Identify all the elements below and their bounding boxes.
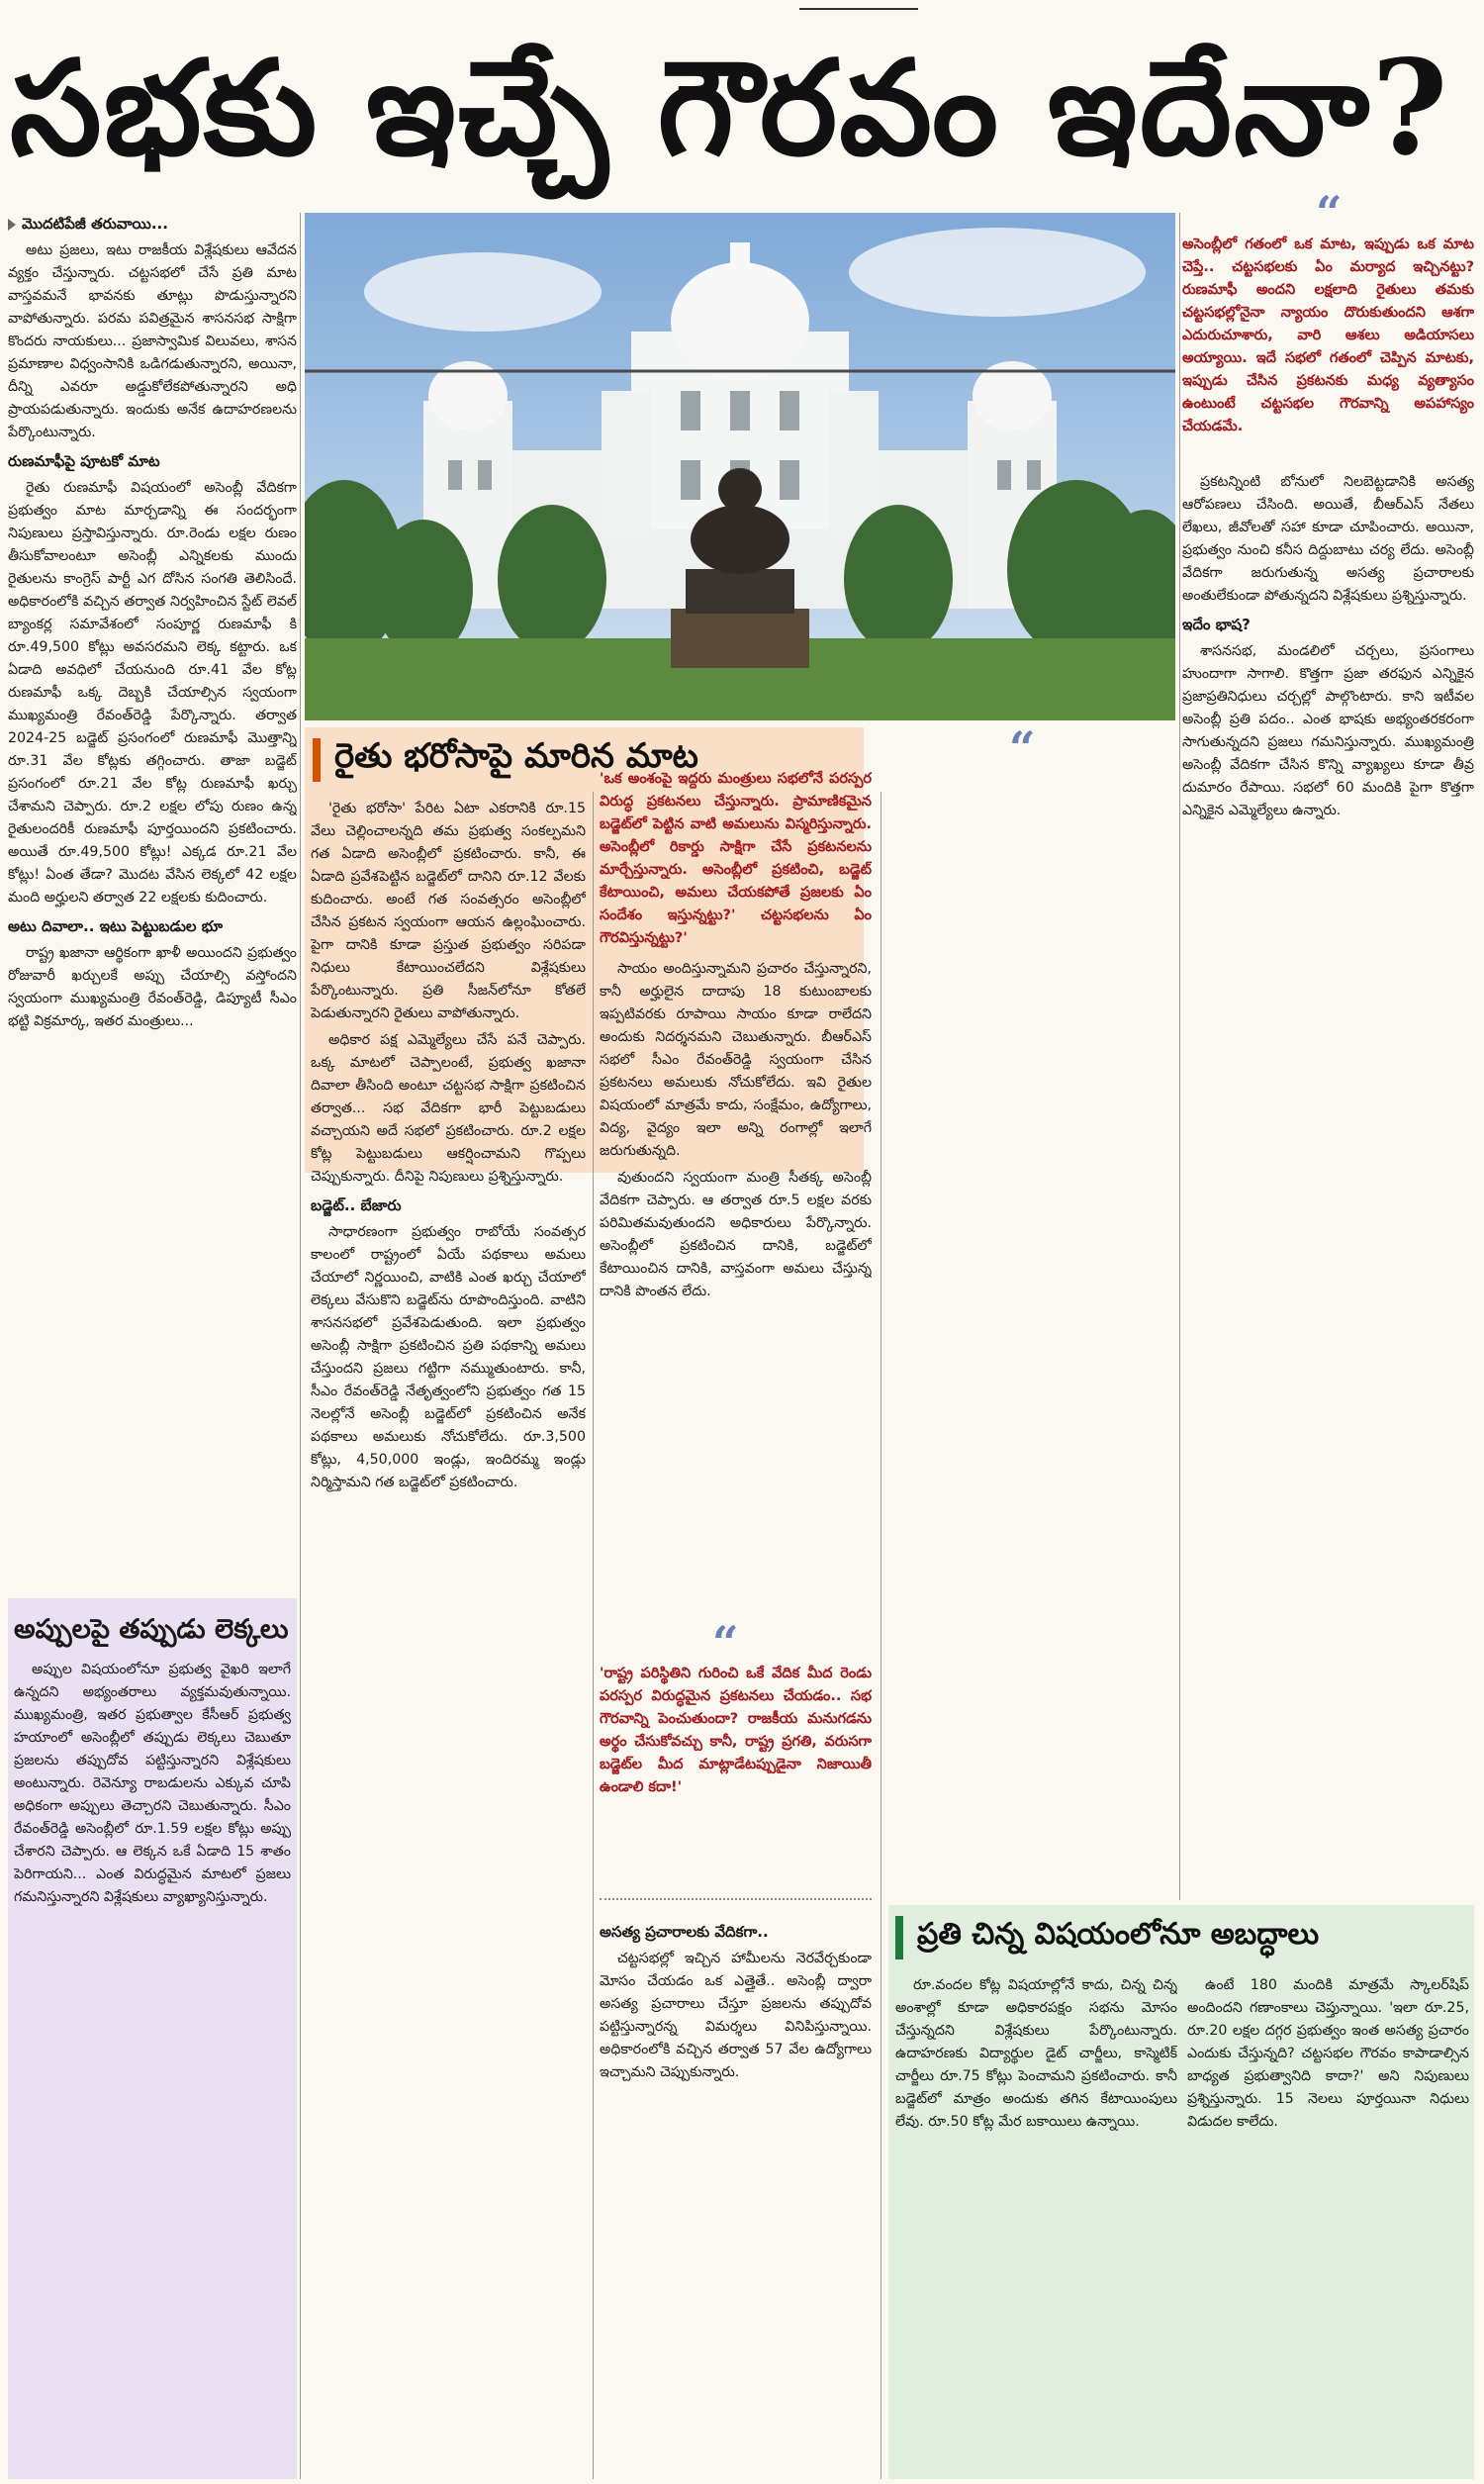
paragraph-investments: అధికార పక్ష ఎమ్మెల్యేలు చేసే పనే చెప్పారు. ఒక్క మాటలో చెప్పాలంటే, ప్రభుత్వ ఖజానా దివాలా తీసింది అంటూ చట్టసభ సాక్షిగా ప్రకటించిన తర్వాత... సభ వేదికగా భారీ పెట్టుబడులు వచ్చాయని అదే సభలో ప్రకటించారు. రూ.2 లక్షల కోట్ల పెట్టుబడులు ఆకర్షించామని గొప్పలు చెప్పుకున్నారు. దీనిపై నిపుణులు ప్రశ్నిస్తున్నారు. [311, 1032, 586, 1185]
column-divider [300, 213, 301, 2479]
page-headline: సభకు ఇచ్చే గౌరవం ఇదేనా? [10, 32, 1450, 185]
pull-quote-1: 'ఒక అంశంపై ఇద్దరు మంత్రులు సభలోనే పరస్పర విరుద్ధ ప్రకటనలు చేస్తున్నారు. ప్రామాణికమైన బడ్జెట్‌లో పెట్టిన వాటి అమలును విస్మరిస్తున్నారు. అసెంబ్లీలో రికార్డు సాక్షిగా చేసే ప్రకటనలను మార్చేస్తున్నారు. అసెంబ్లీలో ప్రకటించి, బడ్జెట్ కేటాయించి, అమలు చేయకపోతే ప్రజలకు ఏం సందేశం ఇస్తున్నట్టు?' చట్టసభలను ఏం గౌరవిస్తున్నట్టు?' [600, 771, 872, 946]
arrow-right-icon [8, 219, 16, 231]
kicker-text: మొదటిపేజీ తరువాయి... [22, 215, 168, 233]
continuation-kicker [8, 213, 297, 236]
paragraph-scholarship: ఉంటే 180 మందికి మాత్రమే స్కాలర్‌షిప్ అందిందని గణాంకాలు చెప్తున్నాయి. 'ఇలా రూ.25, రూ.20 లక్షల దగ్గర ప్రభుత్వం ఇంత అసత్య ప్రచారం ఎందుకు చేస్తున్నది? చట్టసభల గౌరవం కాపాడాల్సిన బాధ్యత ప్రభుత్వానిది కాదా?' అని నిపుణులు ప్రశ్నిస్తున్నారు. 15 నెలలు పూర్తయినా నిధులు విడుదల కాలేదు. [1187, 1977, 1469, 2130]
paragraph-runamafi: రైతు రుణమాఫీ విషయంలో అసెంబ్లీ వేదికగా ప్రభుత్వం మాట మార్చడాన్ని ఈ సందర్భంగా నిపుణులు ప్రస్తావిస్తున్నారు. రూ.రెండు లక్షల రుణం తీసుకోవాలంటూ అసెంబ్లీ ఎన్నికలకు ముందు రైతులను కాంగ్రెస్ పార్టీ ఎగ దోసిన సంగతి తెలిసిందే. అధికారంలోకి వచ్చిన తర్వాత నిర్వహించిన స్టేట్ లెవల్ బ్యాంకర్ల సమావేశంలో సంపూర్ణ రుణమాఫీ కి రూ.49,500 కోట్లు అవసరమని లెక్క కట్టారు. ఒక ఏడాది అవధిలో చేయనుంది రూ.41 వేల కోట్ల రుణమాఫీ ఒక్క దెబ్బకి చేయాల్సిన స్వయంగా ముఖ్యమంత్రి రేవంత్‌రెడ్డి పేర్కొన్నారు. తర్వాత 2024-25 బడ్జెట్ ప్రసంగంలో రుణమాఫీ మొత్తాన్ని రూ.31 వేల కోట్లకు తగ్గించారు. తాజా బడ్జెట్ ప్రసంగంలో రూ.21 వేల కోట్ల రుణమాఫీ ఖర్చు చేశామని చెప్పారు. రూ.2 లక్షల లోపు రుణం ఉన్న రైతులందరికీ రుణమాఫీ పూర్తయిందని ప్రకటించారు. అయితే రూ.49,500 కోట్లు! ఎక్కడ రూ.21 వేల కోట్లు! ఏంత తేడా? మొదట వేసిన లెక్కలో 42 లక్షల మంది అర్హులని తర్వాత 22 లక్షలకు కుదించారు. [8, 480, 297, 906]
paragraph-asatya: చట్టసభల్లో ఇచ్చిన హామీలను నెరవేర్చకుండా మోసం చేయడం ఒక ఎత్తైతే.. అసెంబ్లీ ద్వారా అసత్య ప్రచారాలు చేస్తూ ప్రజలను తప్పుదోవ పట్టిస్తున్నారన్న విమర్శలు వినిపిస్తున్నాయి. అధికారంలోకి వచ్చిన తర్వాత 57 వేల ఉద్యోగాలు ఇచ్చామని చెప్పుకున్నారు. [600, 1951, 872, 2080]
assembly-photo [305, 213, 1175, 720]
pull-quote-2: 'రాష్ట్ర పరిస్థితిని గురించి ఒకే వేదిక మీద రెండు పరస్పర విరుద్ధమైన ప్రకటనలు చేయడం.. సభ గౌరవాన్ని పెంచుతుందా? రాజకీయ మనుగడను అర్థం చేసుకోవచ్చు కానీ, రాష్ట్ర ప్రగతి, వరుసగా బడ్జెట్‌ల మీద మాట్లాడేటప్పుడైనా నిజాయితీ ఉండాలి కదా!' [600, 1666, 872, 1795]
subhead-appulu: అప్పులపై తప్పుడు లెక్కలు [14, 1614, 289, 1645]
paragraph-bhasha: శాసనసభ, మండలిలో చర్చలు, ప్రసంగాలు హుందాగా సాగాలి. కొత్తగా ప్రజా తరఫున ఎన్నికైన ప్రజాప్రతినిధులు చర్చల్లో పాల్గొంటారు. కాని ఇటీవల అసెంబ్లీ ప్రతి పదం.. ఎంత భాషకు అభ్యంతరకరంగా సాగుతున్నదని ప్రజలు గమనిస్తున్నారు. ముఖ్యమంత్రి అసెంబ్లీ వేదికగా చేసిన కొన్ని వ్యాఖ్యలు కూడా తీవ్ర దుమారం రేపాయి. సభలో 60 మందికి పైగా కొత్తగా ఎన్నికైన ఎమ్మెల్యేలు ఉన్నారు. [1182, 643, 1474, 818]
intro-paragraph: అటు ప్రజలు, ఇటు రాజకీయ విశ్లేషకులు ఆవేదన వ్యక్తం చేస్తున్నారు. చట్టసభలో చేసే ప్రతి మాట వాస్తవమనే భావనకు తూట్లు పొడుస్తున్నారని వాపోతున్నారు. పరమ పవిత్రమైన శాసనసభ సాక్షిగా కొందరు నాయకులు... ప్రజాస్వామిక విలువలు, శాసన ప్రమాణాల విధ్వంసానికి ఒడిగడుతున్నారని, అయినా, దీన్ని ఎవరూ అడ్డుకోలేకపోతున్నారని అధి ప్రాయపడుతున్నారు. ఇందుకు అనేక ఉదాహరణలను పేర్కొంటున్నారు. [8, 242, 297, 440]
section-head-abaddham [895, 1910, 1474, 1965]
paragraph-saayam: సాయం అందిస్తున్నామని ప్రచారం చేస్తున్నారని, కానీ అర్హులైన దాదాపు 18 కుటుంబాలకు ఇప్పటివరకు రూపాయి సాయం కూడా రాలేదని అందుకు నిదర్శనమని చెబుతున్నారు. బీఆర్ఎస్ సభలో సీఎం రేవంత్‌రెడ్డి స్వయంగా చేసిన ప్రకటనలు అమలుకు నోచుకోలేదు. ఇవి రైతుల విషయంలో మాత్రమే కాదు, సంక్షేమం, ఉద్యోగాలు, విద్య, వైద్యం ఇలా అన్ని రంగాల్లో ఇలాగే జరుగుతున్నది. [600, 961, 872, 1159]
column-mid-left [311, 798, 586, 2480]
appulu-section [14, 1611, 291, 2472]
paragraph-appulu: అప్పుల విషయంలోనూ ప్రభుత్వ వైఖరి ఇలాగే ఉన్నదని అభ్యంతరాలు వ్యక్తమవుతున్నాయి. ముఖ్యమంత్రి, ఇతర ప్రభుత్వాల కేసీఆర్ ప్రభుత్వ హయాంలో అసెంబ్లీలో తప్పుడు లెక్కలు చెబుతూ ప్రజలను తప్పుదోవ పట్టిస్తున్నారని విశ్లేషకులు అంటున్నారు. రెవెన్యూ రాబడులను ఎక్కువ చూపి అధికంగా అప్పులు తెచ్చారని చెబుతున్నారు. సీఎం రేవంత్‌రెడ్డి అసెంబ్లీలో రూ.1.59 లక్షల కోట్లు అప్పు చేశారని చెప్పారు. ఆ లెక్కన ఒకే ఏడాది 15 శాతం పెరిగాయని... ఎంత విరుద్ధమైన మాటలో ప్రజలు గమనిస్తున్నారని విశ్లేషకులు వ్యాఖ్యానిస్తున్నారు. [14, 1662, 291, 1905]
paragraph-right-1: ప్రకటన్నింటి బోనులో నిలబెట్టడానికి అసత్య ఆరోపణలు చేసింది. అయితే, బీఆర్ఎస్ నేతలు లేఖలు, జీవోలతో సహా కూడా చూపించారు. అయినా, ప్రభుత్వం నుంచి కనీస దిద్దుబాటు చర్య లేదు. అసెంబ్లీ వేదికగా జరుగుతున్న అసత్య ప్రచారాలకు అంతులేకుండా పోతున్నదని విశ్లేషకులు ప్రశ్నిస్తున్నారు. [1182, 474, 1474, 604]
paragraph-divala: రాష్ట్ర ఖజానా ఆర్థికంగా ఖాళీ అయిందని ప్రభుత్వం రోజువారీ ఖర్చులకే అప్పు చేయాల్సి వస్తోందని స్వయంగా ముఖ్యమంత్రి రేవంత్‌రెడ్డి, డిప్యూటీ సీఎం భట్టి విక్రమార్క, ఇతర మంత్రులు... [8, 945, 297, 1029]
subhead-divala: అటు దివాలా.. ఇటు పెట్టుబడుల భూ [8, 917, 224, 935]
column-mid-right-lower [600, 1915, 872, 2479]
column-bottom-left [895, 1974, 1177, 2474]
quote-icon: “ [712, 1616, 739, 1670]
page-marker [799, 0, 918, 10]
assembly-building-image [305, 213, 1175, 720]
subhead-budget: బడ్జెట్.. బేజారు [311, 1196, 402, 1214]
column-left [8, 213, 297, 1598]
section-title-raitu: రైతు భరోసాపై మారిన మాట [334, 736, 698, 776]
paragraph-seethakka: వుతుందని స్వయంగా మంత్రి సీతక్క అసెంబ్లీ వేదికగా చెప్పారు. ఆ తర్వాత రూ.5 లక్షల వరకు పరిమితమవుతుందని అధికారులు పేర్కొన్నారు. అసెంబ్లీలో ప్రకటించిన దానికి, బడ్జెట్‌లో కేటాయించిన దానికి, వాస్తవంగా అమలు చేస్తున్న దానికి పొంతన లేదు. [600, 1170, 872, 1299]
column-right [1182, 471, 1474, 1896]
subhead-runamafi: రుణమాఫీపై పూటకో మాట [8, 452, 160, 470]
top-strip [0, 0, 1484, 14]
section-title-abaddham: ప్రతి చిన్న విషయంలోనూ అబద్ధాలు [917, 1917, 1320, 1952]
column-mid-right [600, 958, 872, 1601]
column-divider [593, 792, 594, 2479]
subhead-bhasha: ఇదేం భాష? [1182, 616, 1251, 633]
paragraph-diet: రూ.వందల కోట్ల విషయాల్లోనే కాదు, చిన్న చిన్న అంశాల్లో కూడా అధికారపక్షం సభను మోసం చేస్తున్నదని విశ్లేషకులు పేర్కొంటున్నారు. ఉదాహరణకు విద్యార్థుల డైట్ చార్జీలు, కాస్మెటిక్ చార్జీలు రూ.75 కోట్లు పెంచామని ప్రకటించారు. కానీ బడ్జెట్‌లో మాత్రం అందుకు తగిన కేటాయింపులు లేవు. రూ.50 కోట్ల మేర బకాయిలు ఉన్నాయి. [895, 1977, 1177, 2130]
section-accent-bar [895, 1916, 903, 1959]
paragraph-raitu: 'రైతు భరోసా' పేరిట ఏటా ఎకరానికి రూ.15 వేలు చెల్లించాలన్నది తమ ప్రభుత్వ సంకల్పమని గత ఏడాది అసెంబ్లీలో ప్రకటించారు. కానీ, ఈ ఏడాది ప్రవేశపెట్టిన బడ్జెట్‌లో దానిని రూ.12 వేలకు కుదించారు. అంటే గత సంవత్సరం అసెంబ్లీలో చేసిన ప్రకటన స్వయంగా ఆయన ఉల్లంఘించారు. పైగా దానికి కూడా ప్రస్తుత ప్రభుత్వం సరిపడా నిధులు కేటాయించలేదని విశ్లేషకులు పేర్కొంటున్నారు. ప్రతి సీజన్‌లోనూ కోతలే పెడుతున్నారని రైతులు వాపోతున్నారు. [311, 801, 586, 1021]
column-bottom-right [1187, 1974, 1469, 2474]
section-accent-bar [313, 738, 321, 782]
dotted-divider [600, 1898, 872, 1902]
column-divider [1179, 213, 1180, 1900]
subhead-asatya: అసత్య ప్రచారాలకు వేదికగా.. [600, 1923, 769, 1941]
quote-icon: “ [1316, 186, 1343, 239]
pull-quote-right: అసెంబ్లీలో గతంలో ఒక మాట, ఇప్పుడు ఒక మాట చెప్తే.. చట్టసభలకు ఏం మర్యాద ఇచ్చినట్టు? రుణమాఫీ అందని లక్షలాది రైతులు తమకు చట్టసభల్లోనైనా న్యాయం దొరుకుతుందని ఆశగా ఎదురుచూశారు, వారి ఆశలు అడియాసలు అయ్యాయి. ఇదే సభలో గతంలో చెప్పిన మాటకు, ఇప్పుడు చేసిన ప్రకటనకు మధ్య వ్యత్యాసం ఉంటుంటే చట్టసభల గౌరవాన్ని అపహాస్యం చేయడమే. [1182, 237, 1474, 434]
paragraph-budget: సాధారణంగా ప్రభుత్వం రాబోయే సంవత్సర కాలంలో రాష్ట్రంలో ఏయే పథకాలు అమలు చేయాలో నిర్ణయించి, వాటికి ఎంత ఖర్చు చేయాలో లెక్కలు వేసుకొని బడ్జెట్‌ను రూపొందిస్తుంది. వాటిని శాసనసభలో ప్రవేశపెడుతుంది. ఇలా ప్రభుత్వం అసెంబ్లీ సాక్షిగా ప్రకటించిన ప్రతి పథకాన్ని అమలు చేస్తుందని ప్రజలు గట్టిగా నమ్ముతుంటారు. కానీ, సీఎం రేవంత్‌రెడ్డి నేతృత్వంలోని ప్రభుత్వం గత 15 నెలల్లోనే అసెంబ్లీ బడ్జెట్‌లో ప్రకటించిన అనేక పథకాలు అమలుకు నోచుకోలేదు. రూ.3,500 కోట్లు, 4,50,000 ఇండ్లు, ఇందిరమ్మ ఇండ్లు నిర్మిస్తామని గత బడ్జెట్‌లో ప్రకటించారు. [311, 1224, 586, 1490]
quote-icon: “ [1009, 721, 1036, 775]
